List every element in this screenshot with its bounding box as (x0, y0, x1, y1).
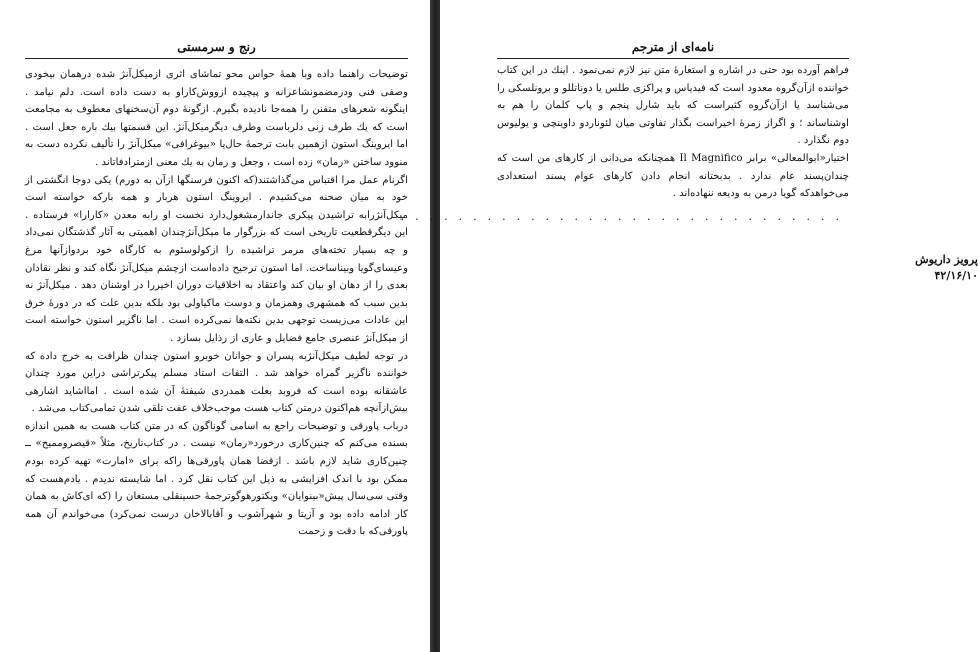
left-paragraph-2: اگرنام عمل مرا اقتباس می‌گذاشتند(که اکنون فرسنگها ازآن به دورم) یکی دوجا انگشتی از خود به میان صحنه می‌کشیدم . ایروینگ استون هربار و همه بارکه خواسته است میکل‌آنژرابه تراشیدن پیکری جاندارمشغول‌دارد نخست او رابه معدن «کارارا» فرستاده . این دیگرقطعیت تاریخی است که بزرگوار ما میکل‌آنژچندان اهمیتی به آثار گذشتگان نمی‌داد و چه بسیار تخته‌های مرمر تراشیده را ازکولوسئوم به کارگاه خود بردوازآنها مرغ وعیسای‌گویا وبیناساخت. اما استون ترجیح داده‌است ازچشم میکل‌آنژ نگاه کند و نظر نقادان بعدی را از دهان او بیان کند واعتقاد به اخلاقیات دوران اخیررا در اوشنان دهد . میکل‌آنژ نه بدین سبب که همشهری وهمزمان و دوست ماکیاولی بود بلکه بدین علت که در دورهٔ خرق این عادات می‌زیست توجهی بدین نکته‌ها نمی‌کرده است . اما ناگزیر استون خواسته است از میکل‌آنژ عنصری جامع فضایل و عاری از رذایل بسازد . (25, 174, 408, 344)
right-page-body (497, 62, 849, 212)
left-page-body (25, 66, 408, 646)
right-paragraph-2: اختیار«ابوالمعالی» برابر Il Magnifico همچنانکه می‌دانی از کارهای من است که چندان‌پسند عام ندارد . بدبختانه انجام دادن کارهای عوام پسند استعدادی می‌خواهدکه گویا درمن به ودیعه ننهاده‌اند . (497, 152, 849, 200)
signature-date: ۴۲/۱۶/۱۰ (934, 269, 978, 282)
translator-signature (870, 252, 978, 284)
right-page-header: نامه‌ای از مترجم (497, 36, 849, 59)
left-paragraph-1: توضیحات راهنما داده وبا همهٔ حواس محو تماشای اثری ازمیکل‌آنژ شده درهمان بیخودی وصفی فنی ودرمضمونشاعرانه و پیچیده ازووش‌کاراو به دست داده است. دلم نیامد . اینگونه شعرهای متفنن را همه‌جا نادیده بگیرم. ازگونهٔ دوم آن‌سخنهای معطوف به مجامعت است که یك طرف زنی دلرباست وطرف دیگرمیکل‌آنژ. این قسمتها بیك باره جعل است . اما ایروینگ استون ازهمین بابت ترجمهٔ حال‌یا «بیوغرافی» میکل‌آنژ را تألیف نکرده دست به منوود ساختن «رمان» زده است ، وجعل و رمان به یك معنی ازمترادفاتاند . (25, 69, 408, 168)
book-gutter (430, 0, 440, 652)
dotted-separator: ............................... (400, 210, 850, 223)
signature-name: پرویز داریوش (915, 253, 978, 266)
left-paragraph-4: درباب پاورقی و توضیحات راجع به اسامی گوناگون که در متن کتاب هست به همین اندازه بسنده می‌کنم که چنین‌کاری درخورد«رمان» نیست . در کتاب‌تاریخ، مثلاً «قیصروممیح» ــ چنین‌کاری شاید لازم باشد . ازقضا همان پاورقی‌ها راکه برای «امارت» تهیه کرده بودم ممکن بود با اندک افزایشی به ذیل این کتاب نقل کرد . اما شایسته ندیدم . یادم‌هست که وقتی سی‌سال پیش«بینوایان» ویکتورهوگوترجمهٔ حسینقلی مستعان را (که ای‌کاش به همان کار ادامه داده بود و آزیتا و شهرآشوب و آقابالاخان درست نمی‌کرد) می‌خواندم آن همه پاورقی‌که با دقت و زحمت (25, 420, 408, 538)
left-page (0, 0, 430, 652)
left-page-header: رنج و سرمستی (25, 36, 408, 59)
left-paragraph-3: در توجه لطیف میکل‌آنژبه پسران و جوانان خوبرو استون چندان ظرافت به خرج داده که خواننده ناگزیر گمراه خواهد شد . التفات استاد مسلم پیکرتراشی دراین مورد چندان عاشقانه بوده است که فروبد بعلت همدردی شیفتهٔ آن شده است . امااشاید اشارهی بیش‌ازآنچه هم‌اکنون درمتن کتاب هست موجب‌خلاف عفت تلقی شدن تمامی‌کتاب می‌شد . (25, 350, 408, 415)
right-page (400, 0, 978, 652)
right-paragraph-1: فراهم آورده بود حتی در اشاره و استعارهٔ متن نیز لازم نمی‌نمود . اینك در این کتاب خواننده ازآن‌گروه معدود است که فیدیاس و پراکزی طلس یا دوناتللو و برونلسکی را می‌شناسد یا ازآن‌گروه کثیراست که باید شارل پنجم و پاپ کلمان را هم به اوشناساند ؛ و اگراز زمرهٔ اخیراست بگذار تفاوتی میان لئوناردو داوینچی و یولیوس دوم نگذارد . (497, 65, 849, 147)
